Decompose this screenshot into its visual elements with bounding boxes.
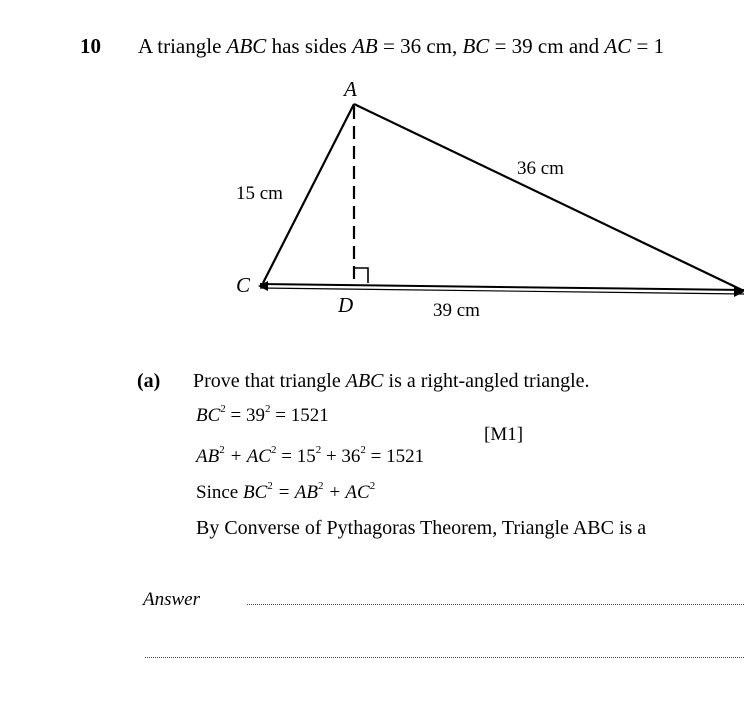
math-term: + AC: [323, 482, 370, 503]
answer-line-2: [145, 657, 744, 658]
math-term: + 36: [321, 446, 361, 467]
stem-part: AC: [604, 34, 632, 58]
part-a-label: (a): [137, 370, 161, 392]
vertex-label-d: D: [338, 293, 354, 317]
side-label-ca: 15 cm: [236, 183, 283, 204]
math-term: = 39: [225, 405, 265, 426]
working-line-2: [196, 446, 424, 468]
stem-part: = 39 cm and: [489, 34, 605, 58]
stem-part: = 1: [631, 34, 665, 58]
exponent: 2: [265, 403, 271, 415]
exponent: 2: [267, 480, 273, 492]
math-term: + AC: [224, 446, 271, 467]
working-line-3: [196, 482, 375, 504]
exponent: 2: [317, 480, 324, 492]
exponent: 2: [220, 403, 226, 415]
math-term: = 1521: [365, 446, 425, 467]
stem-part: ABC: [226, 34, 267, 58]
math-term: BC: [196, 405, 221, 426]
exponent: 2: [270, 444, 277, 456]
stem-part: BC: [462, 34, 490, 58]
prompt-part: Prove that triangle: [193, 370, 346, 392]
exponent: 2: [360, 444, 366, 456]
right-angle-marker: [354, 268, 368, 283]
prompt-part: is a right-angled triangle.: [383, 370, 590, 392]
working-line-4: By Converse of Pythagoras Theorem, Triangle ABC is a: [196, 517, 647, 539]
stem-part: has sides: [266, 34, 353, 58]
exponent: 2: [315, 444, 322, 456]
side-ab: [354, 104, 744, 291]
math-term: AB: [196, 446, 220, 467]
question-number: 10: [80, 34, 101, 58]
math-term: = 15: [276, 446, 316, 467]
math-term: Since: [196, 482, 243, 503]
answer-label: Answer: [143, 589, 200, 610]
math-term: = 1521: [270, 405, 329, 426]
stem-part: AB: [352, 34, 378, 58]
answer-line-1: [247, 604, 744, 605]
vertex-label-c: C: [236, 273, 251, 297]
part-a-prompt: [193, 370, 590, 393]
side-label-ab: 36 cm: [517, 158, 564, 179]
stem-part: A triangle: [138, 34, 227, 58]
exponent: 2: [219, 444, 225, 456]
mark-m1: [M1]: [484, 424, 524, 445]
math-term: = AB: [272, 482, 318, 503]
exponent: 2: [369, 480, 376, 492]
vertex-label-a: A: [344, 77, 357, 101]
side-label-cb: 39 cm: [433, 300, 480, 321]
working-line-1: [196, 405, 329, 427]
stem-part: = 36 cm,: [377, 34, 463, 58]
math-term: BC: [242, 482, 268, 503]
prompt-part: ABC: [345, 370, 384, 392]
